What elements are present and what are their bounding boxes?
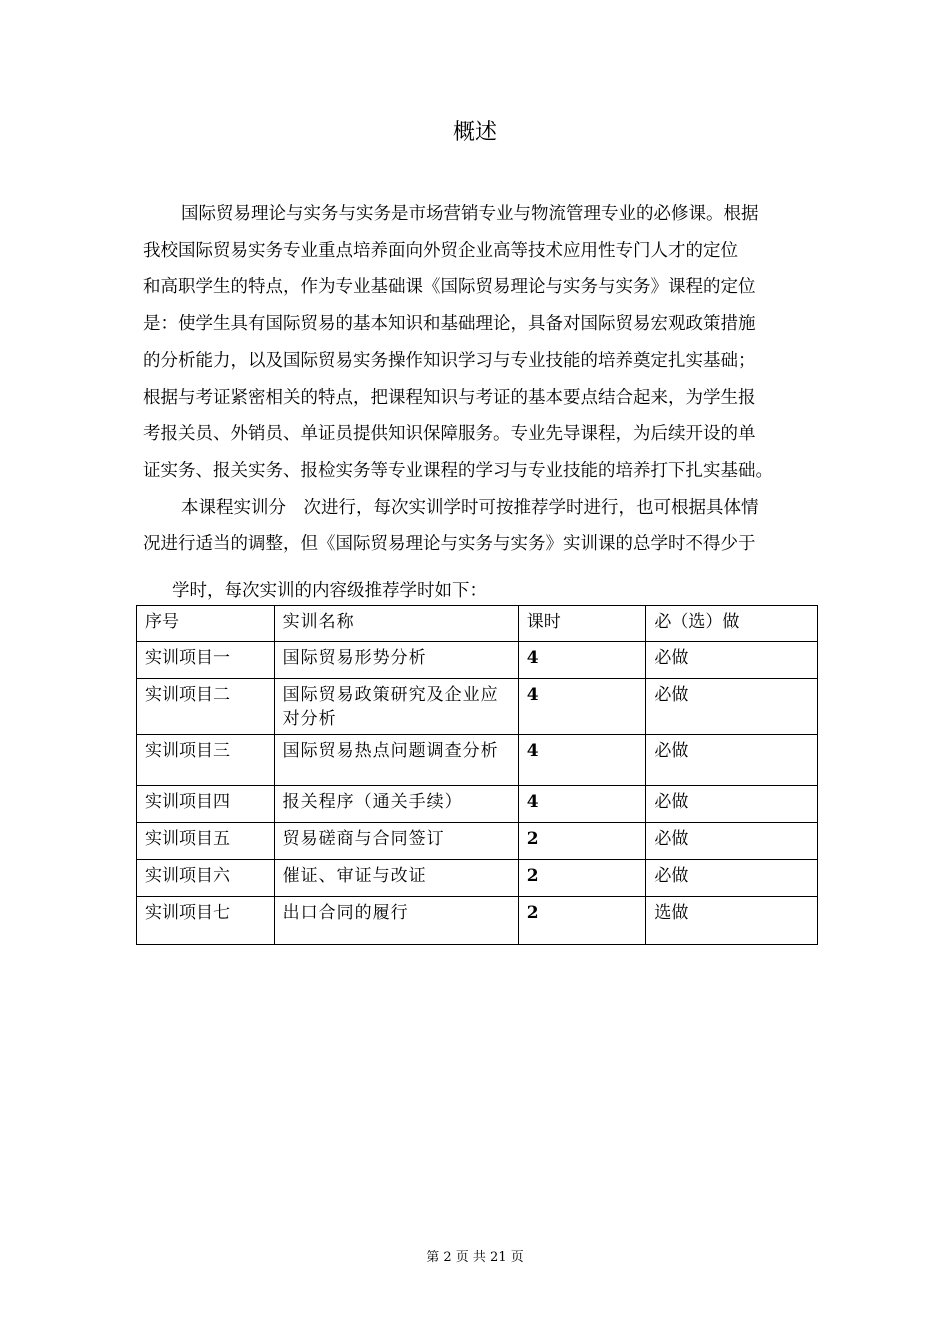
cell-hours: 2 xyxy=(518,897,646,945)
cell-no: 实训项目三 xyxy=(137,735,275,786)
cell-type: 必做 xyxy=(646,735,818,786)
text-line: 是：使学生具有国际贸易的基本知识和基础理论，具备对国际贸易宏观政策措施 xyxy=(143,314,756,335)
cell-hours: 4 xyxy=(518,679,646,735)
cell-type: 选做 xyxy=(646,897,818,945)
cell-name: 出口合同的履行 xyxy=(274,897,518,945)
text-line: 根据与考证紧密相关的特点，把课程知识与考证的基本要点结合起来，为学生报 xyxy=(143,387,756,408)
text-line: 况进行适当的调整，但《国际贸易理论与实务与实务》实训课的总学时不得少于 xyxy=(143,534,756,555)
cell-no: 实训项目七 xyxy=(137,897,275,945)
header-cell-no: 序号 xyxy=(137,606,275,642)
cell-no: 实训项目六 xyxy=(137,860,275,897)
cell-no: 实训项目二 xyxy=(137,679,275,735)
cell-name: 国际贸易形势分析 xyxy=(274,642,518,679)
cell-no: 实训项目五 xyxy=(137,823,275,860)
cell-name: 催证、审证与改证 xyxy=(274,860,518,897)
training-table xyxy=(136,605,818,945)
cell-hours: 4 xyxy=(518,735,646,786)
cell-hours: 2 xyxy=(518,823,646,860)
cell-type: 必做 xyxy=(646,786,818,823)
text-line: 和高职学生的特点，作为专业基础课《国际贸易理论与实务与实务》课程的定位 xyxy=(143,277,756,298)
header-cell-hours: 课时 xyxy=(518,606,646,642)
cell-type: 必做 xyxy=(646,642,818,679)
cell-no: 实训项目四 xyxy=(137,786,275,823)
page-title: 概述 xyxy=(452,120,497,145)
cell-name: 贸易磋商与合同签订 xyxy=(274,823,518,860)
table-row xyxy=(137,786,818,823)
header-cell-name: 实训名称 xyxy=(274,606,518,642)
cell-hours: 4 xyxy=(518,642,646,679)
table-header-row xyxy=(137,606,818,642)
cell-type: 必做 xyxy=(646,860,818,897)
table-row xyxy=(137,823,818,860)
table-row xyxy=(137,860,818,897)
text-line: 学时，每次实训的内容级推荐学时如下： xyxy=(172,581,487,601)
cell-hours: 2 xyxy=(518,860,646,897)
cell-hours: 4 xyxy=(518,786,646,823)
text-line: 考报关员、外销员、单证员提供知识保障服务。专业先导课程，为后续开设的单 xyxy=(143,424,756,445)
text-line: 的分析能力，以及国际贸易实务操作知识学习与专业技能的培养奠定扎实基础； xyxy=(143,350,756,371)
header-cell-type: 必（选）做 xyxy=(646,606,818,642)
cell-name: 国际贸易政策研究及企业应对分析 xyxy=(274,679,518,735)
text-line: 本课程实训分 次进行，每次实训学时可按推荐学时进行，也可根据具体情 xyxy=(181,497,759,518)
table-row xyxy=(137,735,818,786)
table-row xyxy=(137,642,818,679)
table-row xyxy=(137,897,818,945)
table-row xyxy=(137,679,818,735)
cell-name: 报关程序（通关手续） xyxy=(274,786,518,823)
cell-no: 实训项目一 xyxy=(137,642,275,679)
text-line: 国际贸易理论与实务与实务是市场营销专业与物流管理专业的必修课。根据 xyxy=(181,204,759,224)
text-line: 我校国际贸易实务专业重点培养面向外贸企业高等技术应用性专门人才的定位 xyxy=(143,240,738,261)
cell-type: 必做 xyxy=(646,823,818,860)
cell-type: 必做 xyxy=(646,679,818,735)
overview-paragraph xyxy=(143,196,811,563)
cell-name: 国际贸易热点问题调查分析 xyxy=(274,735,518,786)
page-footer: 第 2 页 共 21 页 xyxy=(426,1250,524,1265)
text-line: 证实务、报关实务、报检实务等专业课程的学习与专业技能的培养打下扎实基础。 xyxy=(143,460,773,481)
